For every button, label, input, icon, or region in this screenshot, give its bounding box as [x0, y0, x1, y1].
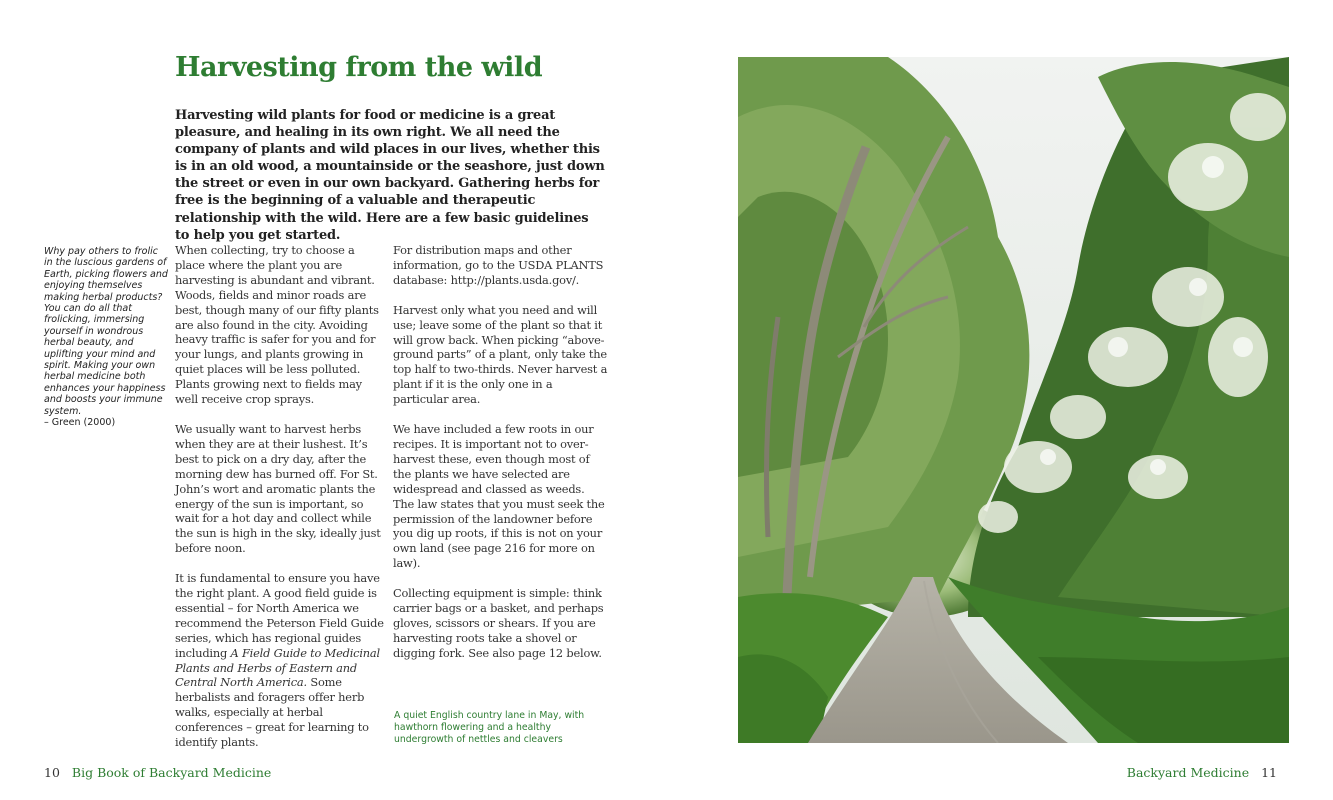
paragraph-roots: We have included a few roots in our recipes. It is important not to over-harvest these, even though most of the plants we have selected are widespread and classed as weeds. The law states that you must seek the permission of the landowner before you dig up roots, if this is not on your own land (see page 216 for more on law).: [393, 422, 605, 571]
footer-right: [1127, 765, 1277, 780]
intro-paragraph: Harvesting wild plants for food or medicine is a great pleasure, and healing in its own right. We all need the company of plants and wild places in our lives, whether this is in an old wood, a mountainside or the seashore, just down the street or even in our own backyard. Gathering herbs for free is the beginning of a valuable and therapeutic relationship with the wild. Here are a few basic guidelines to help you get started.: [175, 108, 605, 243]
sidebar-quote-text: Why pay others to frolic in the luscious gardens of Earth, picking flowers and enjoying themselves making herbal products? You can do all that frolicking, immersing yourself in wondrous herbal beauty, and uplifting your mind and spirit. Making your own herbal medicine both enhances your happiness and boosts your immune system.: [44, 246, 168, 417]
country-lane-photo: [738, 57, 1289, 743]
paragraph-usda-database: For distribution maps and other information, go to the USDA PLANTS database: http://plants.usda.gov/.: [393, 243, 604, 287]
left-book-title: Big Book of Backyard Medicine: [71, 765, 272, 780]
right-section-title: Backyard Medicine: [1126, 765, 1250, 780]
paragraph-field-guide: [175, 571, 387, 750]
paragraph-where-to-collect: When collecting, try to choose a place where the plant you are harvesting is abundant and vibrant. Woods, fields and minor roads are best, though many of our fifty plants are also found in the city. Avoiding heavy traffic is safer for you and for your lungs, and plants growing in quiet places will be less polluted. Plants growing next to fields may well receive crop sprays.: [175, 243, 379, 407]
photo-caption: A quiet English country lane in May, with hawthorn flowering and a healthy undergrowth of nettles and cleavers: [394, 710, 585, 745]
body-column-right: [393, 243, 608, 676]
paragraph-when-to-harvest: We usually want to harvest herbs when they are at their lushest. It’s best to pick on a dry day, after the morning dew has burned off. For St. John’s wort and aromatic plants the energy of the sun is important, so wait for a hot day and collect while the sun is high in the sky, ideally just before noon.: [175, 421, 381, 556]
paragraph-equipment: Collecting equipment is simple: think carrier bags or a basket, and perhaps gloves, scissors or shears. If you are harvesting roots take a shovel or digging fork. See also page 12 below.: [393, 586, 604, 660]
field-guide-text-after: Some herbalists and foragers offer herb walks, especially at herbal conferences – great for learning to identify plants.: [175, 675, 369, 750]
field-guide-text-before: It is fundamental to ensure you have the right plant. A good field guide is essential – for North America we recommend the Peterson Field Guide series, which has regional guides including: [175, 571, 384, 660]
field-guide-book-title: A Field Guide to Medicinal Plants and Herbs of Eastern and Central North America.: [175, 645, 380, 690]
sidebar-quote-attribution: – Green (2000): [44, 417, 116, 429]
paragraph-harvest-only-needed: Harvest only what you need and will use; leave some of the plant so that it will grow back. When picking “above-ground parts” of a plant, only take the top half to two-thirds. Never harvest a plant if it is the only one in a particular area.: [393, 302, 608, 407]
footer-left: [44, 765, 271, 780]
sidebar-quote: [44, 246, 168, 429]
page-title: Harvesting from the wild: [175, 52, 543, 83]
left-page-number: 10: [44, 765, 60, 780]
body-column-left: [175, 243, 387, 765]
right-page-number: 11: [1261, 765, 1277, 780]
